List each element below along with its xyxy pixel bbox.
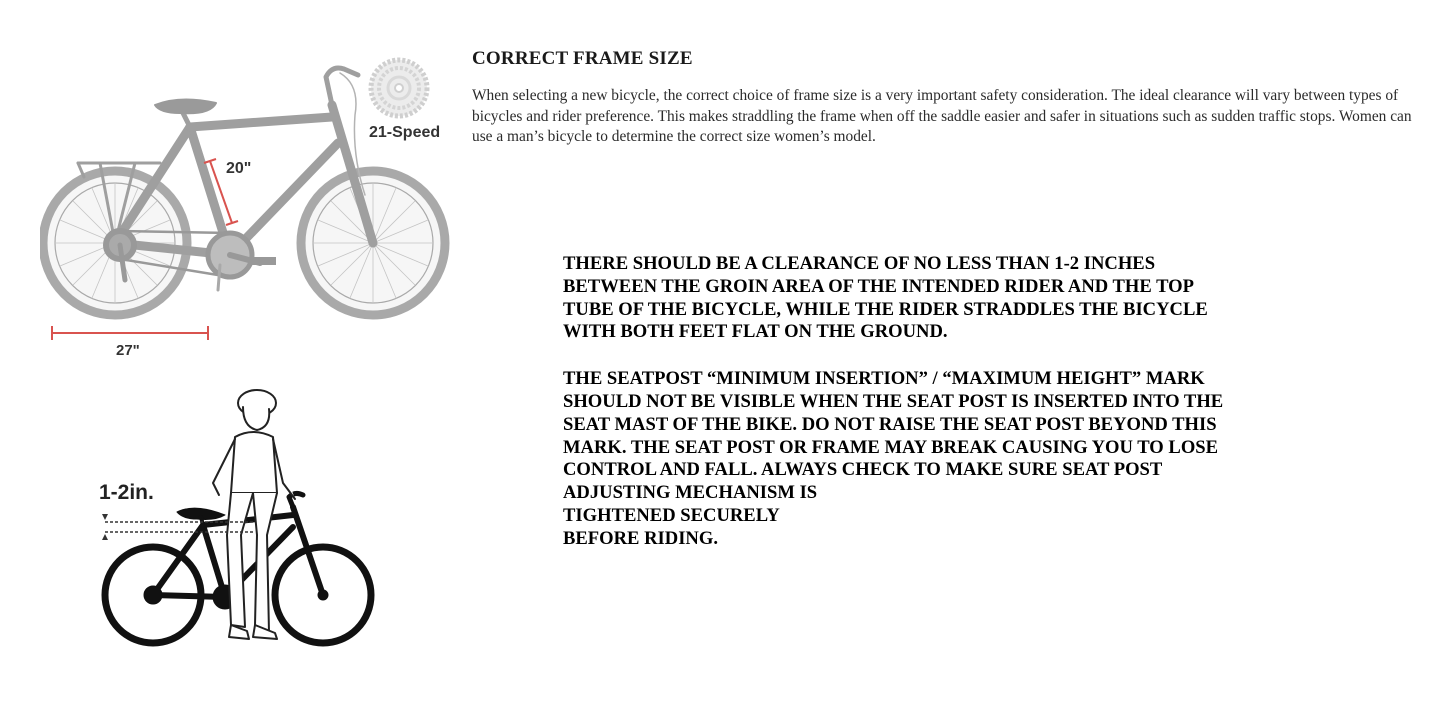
seatpost-warning-line: ADJUSTING MECHANISM IS (563, 482, 818, 504)
clearance-warning-line: WITH BOTH FEET FLAT ON THE GROUND. (563, 321, 948, 343)
clearance-label: 1-2in. (99, 481, 154, 504)
section-title: CORRECT FRAME SIZE (472, 48, 693, 69)
clearance-warning-line: BETWEEN THE GROIN AREA OF THE INTENDED RIDER AND THE TOP (563, 275, 1194, 297)
gear-icon (371, 60, 427, 116)
section-body: When selecting a new bicycle, the correct choice of frame size is a very important safety consideration. The ideal clearance will vary between types of bicycles and rider preference. This makes straddling the frame when off the saddle easier and safer in situations such as sudden traffic stops. Women can use a man’s bicycle to determine the correct size women’s model. (472, 87, 1412, 145)
seatpost-warning-line: THE SEATPOST “MINIMUM INSERTION” / “MAXIMUM HEIGHT” MARK (563, 368, 1205, 390)
seatpost-warning-line: SHOULD NOT BE VISIBLE WHEN THE SEAT POST IS INSERTED INTO THE (563, 390, 1224, 412)
seatpost-warning-line: MARK. THE SEAT POST OR FRAME MAY BREAK CAUSING YOU TO LOSE (563, 436, 1219, 458)
frame-height-label: 20" (226, 160, 252, 177)
seatpost-warning-line: BEFORE RIDING. (563, 527, 718, 549)
bike-diagram (40, 55, 460, 365)
paragraph-gap (563, 344, 1423, 368)
warning-block (563, 253, 1423, 551)
bicycle-illustration (40, 55, 460, 365)
seatpost-warning-line: TIGHTENED SECURELY (563, 504, 780, 526)
clearance-warning-line: THERE SHOULD BE A CLEARANCE OF NO LESS THAN 1-2 INCHES (563, 253, 1156, 274)
wheel-size-label: 27" (116, 342, 140, 359)
speed-label: 21-Speed (369, 124, 441, 141)
seatpost-warning-line: CONTROL AND FALL. ALWAYS CHECK TO MAKE SURE SEAT POST (563, 459, 1163, 481)
rider-diagram (85, 375, 395, 655)
rider-illustration (85, 375, 395, 655)
clearance-warning-line: TUBE OF THE BICYCLE, WHILE THE RIDER STRADDLES THE BICYCLE (563, 298, 1208, 320)
seatpost-warning-line: SEAT MAST OF THE BIKE. DO NOT RAISE THE SEAT POST BEYOND THIS (563, 413, 1217, 435)
